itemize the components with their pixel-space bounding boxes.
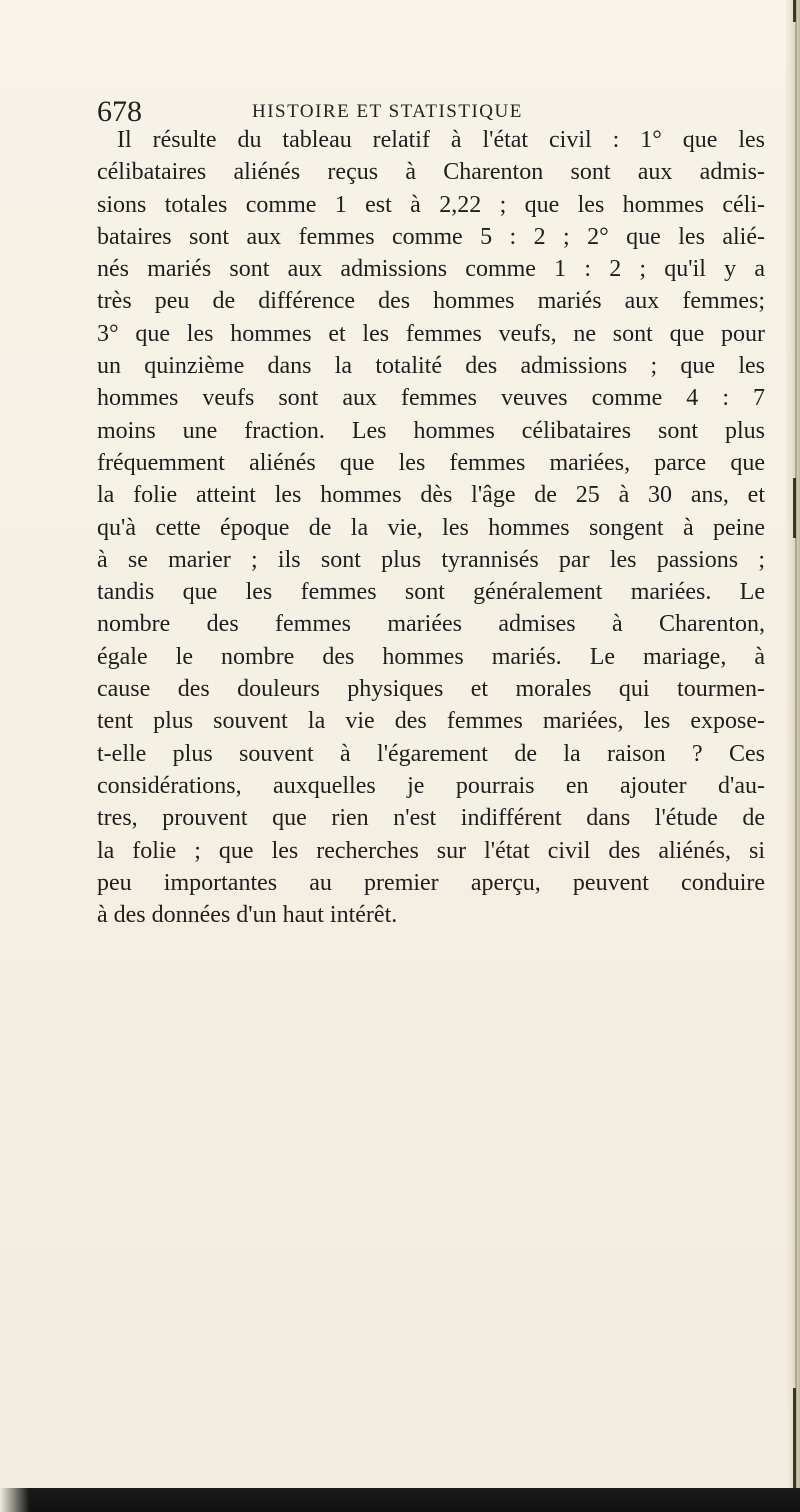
page-number: 678 [97, 95, 142, 128]
text-line: tandis que les femmes sont généralement mariées. Le [97, 579, 765, 606]
page-edge-mark [793, 478, 796, 538]
text-line: la folie ; que les recherches sur l'état civil des aliénés, si [97, 837, 765, 864]
page-edge-mark [793, 0, 796, 22]
text-line: nés mariés sont aux admissions comme 1 : 2 ; qu'il y a [97, 256, 765, 283]
page-edge-line [795, 0, 797, 1512]
running-head: HISTOIRE ET STATISTIQUE [252, 101, 523, 122]
text-line: à des données d'un haut intérêt. [97, 902, 398, 929]
text-line: qu'à cette époque de la vie, les hommes songent à peine [97, 514, 765, 541]
text-line: nombre des femmes mariées admises à Charenton, [97, 611, 765, 638]
text-line: hommes veufs sont aux femmes veuves comme 4 : 7 [97, 385, 765, 412]
text-line: tent plus souvent la vie des femmes mariées, les expose- [97, 708, 765, 735]
text-line: cause des douleurs physiques et morales qui tourmen- [97, 676, 765, 703]
text-line: peu importantes au premier aperçu, peuvent conduire [97, 869, 765, 896]
scan-bottom-shadow [30, 1488, 800, 1512]
text-line: sions totales comme 1 est à 2,22 ; que les hommes céli- [97, 191, 765, 218]
text-line: la folie atteint les hommes dès l'âge de 25 à 30 ans, et [97, 482, 765, 509]
text-line: fréquemment aliénés que les femmes mariées, parce que [97, 449, 765, 476]
text-line: tres, prouvent que rien n'est indifférent dans l'étude de [97, 805, 765, 832]
text-line: très peu de différence des hommes mariés aux femmes; [97, 288, 765, 315]
text-line: considérations, auxquelles je pourrais en ajouter d'au- [97, 772, 765, 799]
text-line: 3° que les hommes et les femmes veufs, ne sont que pour [97, 320, 765, 347]
text-line: égale le nombre des hommes mariés. Le mariage, à [97, 643, 765, 670]
page-edge-shadow [786, 0, 800, 1512]
page-edge-mark [793, 1388, 796, 1488]
text-line: bataires sont aux femmes comme 5 : 2 ; 2° que les alié- [97, 223, 765, 250]
text-line: Il résulte du tableau relatif à l'état civil : 1° que les [117, 127, 765, 153]
text-line: célibataires aliénés reçus à Charenton sont aux admis- [97, 159, 765, 186]
text-line: moins une fraction. Les hommes célibataires sont plus [97, 417, 765, 444]
body-text [97, 124, 765, 931]
text-line: t-elle plus souvent à l'égarement de la raison ? Ces [97, 740, 765, 767]
text-line: un quinzième dans la totalité des admissions ; que les [97, 353, 765, 380]
text-line: à se marier ; ils sont plus tyrannisés par les passions ; [97, 546, 765, 573]
